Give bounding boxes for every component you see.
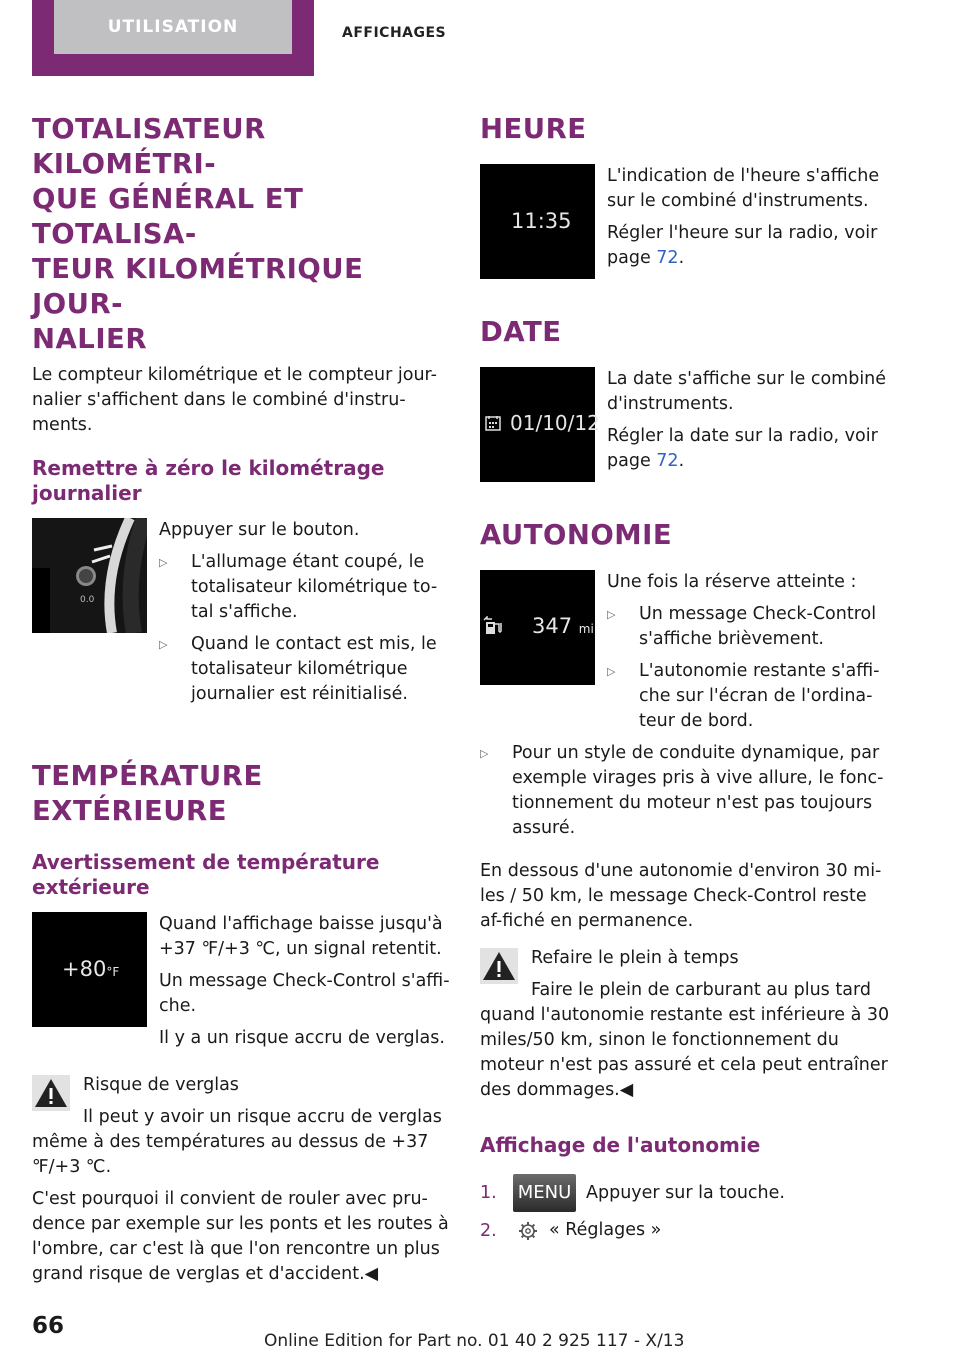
- temperature-heading: TEMPÉRATURE EXTÉRIEURE: [32, 760, 263, 827]
- triangle-bullet-icon: ▷: [607, 665, 616, 678]
- calendar-icon: [485, 415, 501, 431]
- reset-block: [32, 518, 450, 707]
- odometer-heading: TOTALISATEUR KILOMÉTRI- QUE GÉNÉRAL ET TOTALISA- TEUR KILOMÉTRIQUE JOUR- NALIER: [32, 113, 364, 355]
- range-display-heading: Affichage de l'autonomie: [480, 1133, 761, 1157]
- warning-triangle-icon: [32, 1075, 70, 1111]
- ice-warning-text: Il peut y avoir un risque accru de verglas même à des températures au dessus de +37 ℉/+3 ℃.: [32, 1107, 442, 1177]
- list-item: 1. MENU Appuyer sur la touche.: [480, 1174, 892, 1212]
- list-item: ▷ L'allumage étant coupé, le totalisateur kilométrique to-tal s'affiche.: [159, 550, 450, 625]
- temperature-value: +80°F: [62, 957, 120, 981]
- odometer-intro: Le compteur kilométrique et le compteur jour-nalier s'affichent dans le combiné d'instru-ments.: [32, 365, 437, 435]
- section-tab-label: AFFICHAGES: [342, 25, 447, 41]
- chapter-tab-label: UTILISATION: [54, 0, 292, 54]
- gear-icon: [517, 1220, 539, 1242]
- page-number: 66: [32, 1313, 65, 1339]
- time-text-2: Régler l'heure sur la radio, voir page 72.: [607, 223, 878, 268]
- temperature-text-3: Il y a un risque accru de verglas.: [159, 1028, 445, 1048]
- list-item: 2. « Réglages »: [480, 1220, 662, 1241]
- temperature-text-1: Quand l'affichage baisse jusqu'à +37 ℉/+3 ℃, un signal retentit.: [159, 914, 443, 959]
- svg-text:0.0: 0.0: [80, 595, 95, 605]
- range-display-image: [480, 570, 595, 685]
- page-link[interactable]: 72: [656, 451, 679, 471]
- refuel-warning-text: Faire le plein de carburant au plus tard quand l'autonomie restante est inférieure à 30 miles/50 km, sinon le fonctionnement du moteur n'est pas assuré et cela peut entraîner des dommages.◀: [480, 980, 890, 1100]
- page-header: [0, 0, 960, 80]
- edition-footer: Online Edition for Part no. 01 40 2 925 117 - X/13: [264, 1331, 685, 1351]
- date-block: [480, 367, 892, 482]
- chapter-tab: [32, 0, 314, 76]
- reset-press-text: Appuyer sur le bouton.: [159, 520, 360, 540]
- date-heading: DATE: [480, 316, 562, 348]
- time-heading: HEURE: [480, 113, 587, 145]
- ice-warning-block: [32, 1073, 450, 1180]
- list-item: ▷ Pour un style de conduite dynamique, par exemple virages pris à vive allure, le fonc-tionnement du moteur n'est pas toujours assuré.: [480, 741, 892, 841]
- date-text-2: Régler la date sur la radio, voir page 72.: [607, 426, 878, 471]
- time-value: 11:35: [511, 209, 572, 233]
- temperature-warning-heading: Avertissement de température extérieure: [32, 850, 380, 899]
- list-item: ▷ L'autonomie restante s'affi-che sur l'écran de l'ordina-teur de bord.: [607, 659, 892, 734]
- range-value: 347 mi: [532, 614, 594, 638]
- right-column: [480, 112, 892, 1243]
- ice-warning-text-2: C'est pourquoi il convient de rouler avec pru-dence par exemple sur les ponts et les routes à l'ombre, car c'est là que l'on rencontre un plus grand risque de verglas et d'accident.◀: [32, 1189, 449, 1284]
- clock-display-image: [480, 164, 595, 279]
- date-text-1: La date s'affiche sur le combiné d'instruments.: [607, 369, 887, 414]
- triangle-bullet-icon: ▷: [159, 638, 168, 651]
- reset-heading: Remettre à zéro le kilométrage journalier: [32, 456, 385, 505]
- triangle-bullet-icon: ▷: [480, 747, 489, 760]
- range-text-2: En dessous d'une autonomie d'environ 30 mi-les / 50 km, le message Check-Control reste af-fiché en permanence.: [480, 861, 882, 931]
- fuel-pump-icon: [483, 616, 507, 636]
- gauge-icon: [32, 518, 147, 633]
- temperature-display-image: [32, 912, 147, 1027]
- ice-warning-title: Risque de verglas: [83, 1075, 239, 1095]
- time-text-1: L'indication de l'heure s'affiche sur le combiné d'instruments.: [607, 166, 880, 211]
- time-block: [480, 164, 892, 279]
- range-text-1: Une fois la réserve atteinte :: [607, 572, 857, 592]
- menu-key-icon: MENU: [513, 1174, 576, 1212]
- range-block: [480, 570, 892, 734]
- left-column: [32, 112, 450, 1287]
- temperature-text-2: Un message Check-Control s'affi-che.: [159, 971, 450, 1016]
- temperature-block: [32, 912, 450, 1051]
- range-heading: AUTONOMIE: [480, 519, 673, 551]
- warning-triangle-icon: [480, 948, 518, 984]
- page-link[interactable]: 72: [656, 248, 679, 268]
- triangle-bullet-icon: ▷: [159, 556, 168, 569]
- refuel-warning-title: Refaire le plein à temps: [531, 948, 739, 968]
- refuel-warning-block: [480, 946, 892, 1103]
- triangle-bullet-icon: ▷: [607, 608, 616, 621]
- date-display-image: [480, 367, 600, 482]
- date-value: 01/10/12: [510, 411, 600, 435]
- list-item: ▷ Quand le contact est mis, le totalisateur kilométrique journalier est réinitialisé.: [159, 632, 450, 707]
- list-item: ▷ Un message Check-Control s'affiche brièvement.: [607, 602, 892, 652]
- odometer-gauge-image: [32, 518, 147, 633]
